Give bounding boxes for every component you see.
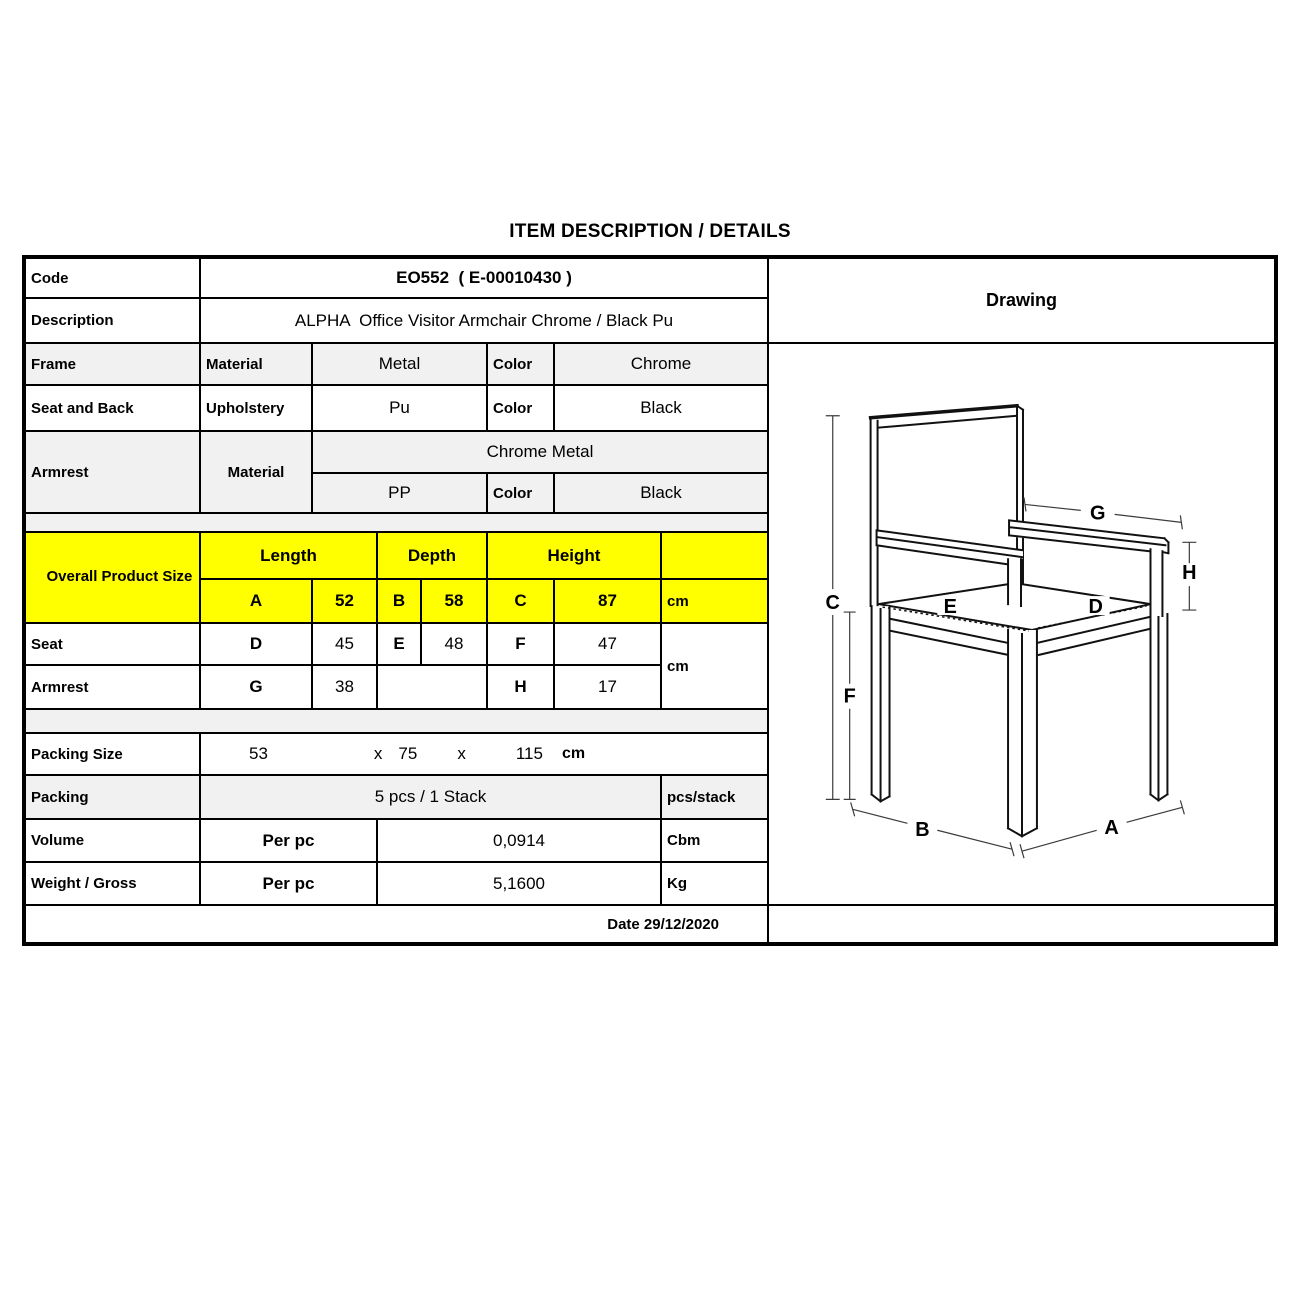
packing-size-length: 53 bbox=[249, 744, 268, 763]
frame-color-label: Color bbox=[487, 343, 554, 385]
drawing-header: Drawing bbox=[768, 258, 1275, 343]
dim-a-value: 52 bbox=[312, 579, 377, 623]
armrest-color-label: Color bbox=[487, 473, 554, 513]
armrest-depth-empty bbox=[377, 665, 487, 709]
armrest-dims-label: Armrest bbox=[25, 665, 200, 709]
dim-label-h: H bbox=[1182, 562, 1197, 585]
code-value: EO552 ( E-00010430 ) bbox=[200, 258, 768, 298]
seatback-upholstery-label: Upholstery bbox=[200, 385, 312, 431]
drawing-cell bbox=[768, 343, 1275, 905]
dim-g-letter: G bbox=[200, 665, 312, 709]
seatback-color-value: Black bbox=[554, 385, 768, 431]
frame-label: Frame bbox=[25, 343, 200, 385]
dim-h-value: 17 bbox=[554, 665, 661, 709]
packing-size-sep: x bbox=[373, 744, 383, 763]
volume-per-label: Per pc bbox=[200, 819, 377, 862]
packing-label: Packing bbox=[25, 775, 200, 819]
dim-b-letter: B bbox=[377, 579, 421, 623]
description-label: Description bbox=[25, 298, 200, 343]
volume-value: 0,0914 bbox=[377, 819, 661, 862]
page-title: ITEM DESCRIPTION / DETAILS bbox=[509, 221, 791, 242]
dim-g-value: 38 bbox=[312, 665, 377, 709]
weight-unit: Kg bbox=[661, 862, 768, 905]
armrest-material-bottom: PP bbox=[312, 473, 487, 513]
weight-value: 5,1600 bbox=[377, 862, 661, 905]
spacer-row bbox=[25, 709, 768, 733]
dim-f-letter: F bbox=[487, 623, 554, 665]
dim-label-e: E bbox=[943, 596, 957, 619]
code-label: Code bbox=[25, 258, 200, 298]
dim-f-value: 47 bbox=[554, 623, 661, 665]
packing-unit: pcs/stack bbox=[661, 775, 768, 819]
dim-label-b: B bbox=[915, 819, 930, 842]
packing-size-label: Packing Size bbox=[25, 733, 200, 775]
dim-c-value: 87 bbox=[554, 579, 661, 623]
frame-material-label: Material bbox=[200, 343, 312, 385]
date-row: Date 29/12/2020 bbox=[25, 905, 768, 943]
packing-size-unit: cm bbox=[561, 745, 586, 762]
spacer-row bbox=[25, 513, 768, 532]
packing-size-value bbox=[200, 733, 768, 775]
frame-color-value: Chrome bbox=[554, 343, 768, 385]
packing-size-sep: x bbox=[457, 744, 466, 763]
armrest-color-value: Black bbox=[554, 473, 768, 513]
overall-unit: cm bbox=[661, 579, 768, 623]
dim-h-letter: H bbox=[487, 665, 554, 709]
packing-value: 5 pcs / 1 Stack bbox=[200, 775, 661, 819]
armrest-material-label: Material bbox=[200, 431, 312, 513]
weight-per-label: Per pc bbox=[200, 862, 377, 905]
overall-unit-header bbox=[661, 532, 768, 579]
dim-label-g: G bbox=[1089, 502, 1106, 525]
depth-header: Depth bbox=[377, 532, 487, 579]
overall-size-label-text: Overall Product Size bbox=[46, 568, 193, 586]
volume-unit: Cbm bbox=[661, 819, 768, 862]
dim-label-f: F bbox=[843, 685, 856, 708]
drawing-footer-empty bbox=[768, 905, 1275, 943]
dim-e-value: 48 bbox=[421, 623, 487, 665]
packing-size-height: 115 bbox=[515, 744, 543, 763]
seat-dims-label: Seat bbox=[25, 623, 200, 665]
seatback-label: Seat and Back bbox=[25, 385, 200, 431]
dim-label-c: C bbox=[825, 592, 840, 615]
armrest-label: Armrest bbox=[25, 431, 200, 513]
overall-size-label bbox=[25, 532, 200, 623]
frame-material-value: Metal bbox=[312, 343, 487, 385]
packing-size-width: 75 bbox=[398, 744, 418, 763]
seat-armrest-unit: cm bbox=[661, 623, 768, 709]
dim-a-letter: A bbox=[200, 579, 312, 623]
dim-b-value: 58 bbox=[421, 579, 487, 623]
dim-e-letter: E bbox=[377, 623, 421, 665]
chair-drawing bbox=[769, 344, 1274, 904]
description-value: ALPHA Office Visitor Armchair Chrome / Black Pu bbox=[200, 298, 768, 343]
seatback-upholstery-value: Pu bbox=[312, 385, 487, 431]
dim-label-d: D bbox=[1088, 596, 1103, 619]
volume-label: Volume bbox=[25, 819, 200, 862]
dim-label-a: A bbox=[1104, 817, 1119, 840]
dim-c-letter: C bbox=[487, 579, 554, 623]
spec-table bbox=[22, 255, 1278, 946]
length-header: Length bbox=[200, 532, 377, 579]
dim-d-value: 45 bbox=[312, 623, 377, 665]
height-header: Height bbox=[487, 532, 661, 579]
dim-d-letter: D bbox=[200, 623, 312, 665]
weight-label: Weight / Gross bbox=[25, 862, 200, 905]
armrest-material-top: Chrome Metal bbox=[312, 431, 768, 473]
seatback-color-label: Color bbox=[487, 385, 554, 431]
